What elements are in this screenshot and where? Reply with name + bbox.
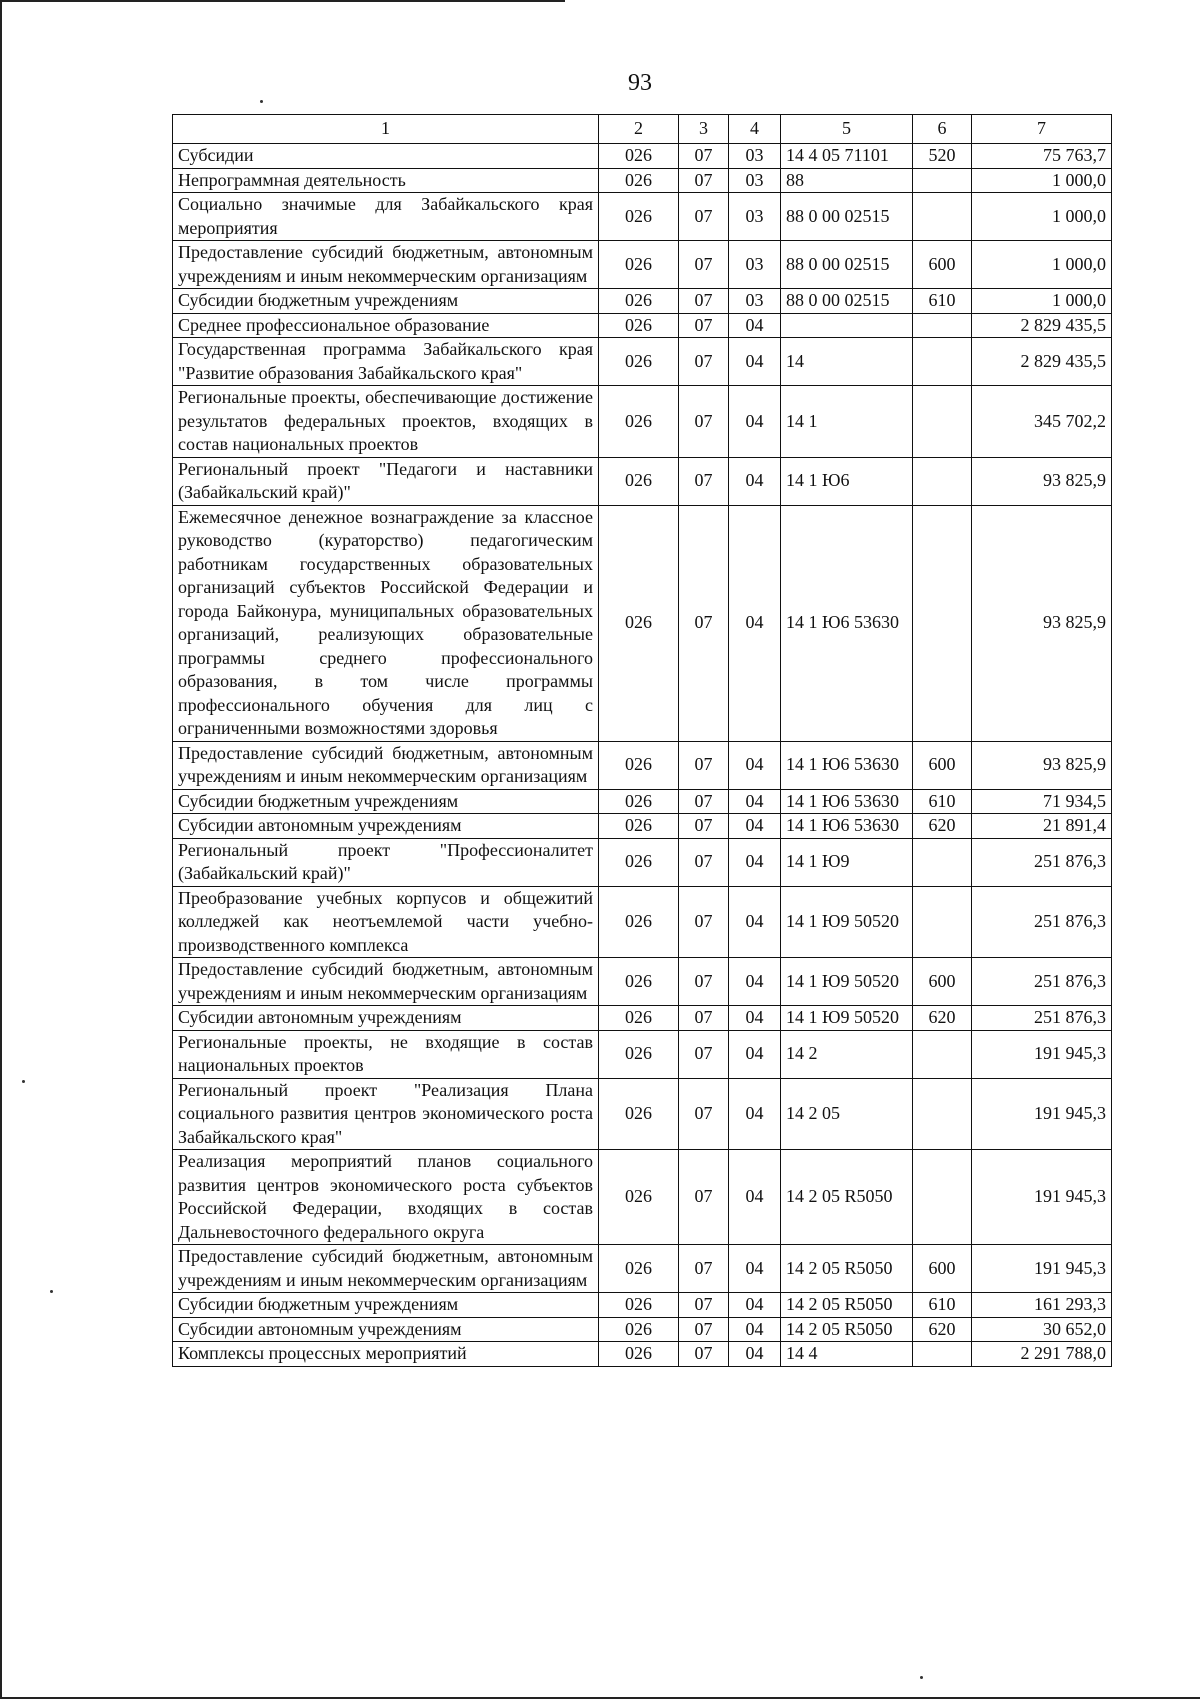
cell-col-4: 04 <box>729 814 781 839</box>
cell-col-4: 04 <box>729 1245 781 1293</box>
row-name-cell: Субсидии бюджетным учреждениям <box>173 289 599 314</box>
cell-col-5: 14 <box>781 338 913 386</box>
cell-col-5: 14 1 Ю9 50520 <box>781 886 913 958</box>
cell-col-3: 07 <box>679 1293 729 1318</box>
cell-col-6: 600 <box>913 241 972 289</box>
row-name-cell: Субсидии автономным учреждениям <box>173 1006 599 1031</box>
cell-col-2: 026 <box>599 814 679 839</box>
cell-col-3: 07 <box>679 457 729 505</box>
cell-col-7: 2 829 435,5 <box>972 338 1112 386</box>
cell-col-4: 04 <box>729 838 781 886</box>
cell-col-7: 251 876,3 <box>972 958 1112 1006</box>
cell-col-5: 14 1 Ю9 <box>781 838 913 886</box>
cell-col-2: 026 <box>599 144 679 169</box>
cell-col-4: 04 <box>729 741 781 789</box>
table-row <box>173 814 1112 839</box>
row-name-cell: Государственная программа Забайкальского края "Развитие образования Забайкальского края" <box>173 338 599 386</box>
cell-col-7: 93 825,9 <box>972 505 1112 741</box>
cell-col-3: 07 <box>679 741 729 789</box>
row-name-cell: Региональные проекты, не входящие в состав национальных проектов <box>173 1030 599 1078</box>
table-row <box>173 457 1112 505</box>
cell-col-2: 026 <box>599 886 679 958</box>
cell-col-6: 600 <box>913 741 972 789</box>
table-row <box>173 1293 1112 1318</box>
cell-col-3: 07 <box>679 789 729 814</box>
cell-col-7: 2 291 788,0 <box>972 1342 1112 1367</box>
row-name-cell: Региональный проект "Педагоги и наставники (Забайкальский край)" <box>173 457 599 505</box>
cell-col-5: 14 2 05 R5050 <box>781 1150 913 1245</box>
header-cell: 7 <box>972 115 1112 144</box>
cell-col-3: 07 <box>679 814 729 839</box>
cell-col-7: 191 945,3 <box>972 1078 1112 1150</box>
table-row <box>173 958 1112 1006</box>
cell-col-4: 04 <box>729 1006 781 1031</box>
row-name-cell: Комплексы процессных мероприятий <box>173 1342 599 1367</box>
cell-col-5: 14 1 Ю6 53630 <box>781 789 913 814</box>
header-cell: 6 <box>913 115 972 144</box>
table-row <box>173 1078 1112 1150</box>
table-row <box>173 886 1112 958</box>
row-name-cell: Ежемесячное денежное вознаграждение за классное руководство (кураторство) педагогическим работникам государственных образовательных организаций субъектов Российской Федерации и города Байконура, муниципальных образовательных организаций, реализующих образовательные программы среднего профессионального образования, в том числе программы профессионального обучения для лиц с ограниченными возможностями здоровья <box>173 505 599 741</box>
cell-col-6: 610 <box>913 289 972 314</box>
cell-col-5: 88 <box>781 168 913 193</box>
cell-col-6 <box>913 1030 972 1078</box>
cell-col-3: 07 <box>679 289 729 314</box>
cell-col-3: 07 <box>679 886 729 958</box>
cell-col-7: 75 763,7 <box>972 144 1112 169</box>
table-row <box>173 313 1112 338</box>
header-cell: 3 <box>679 115 729 144</box>
cell-col-5: 88 0 00 02515 <box>781 241 913 289</box>
cell-col-3: 07 <box>679 193 729 241</box>
cell-col-7: 1 000,0 <box>972 168 1112 193</box>
header-cell: 1 <box>173 115 599 144</box>
cell-col-2: 026 <box>599 313 679 338</box>
cell-col-4: 04 <box>729 313 781 338</box>
cell-col-2: 026 <box>599 386 679 458</box>
row-name-cell: Преобразование учебных корпусов и общежитий колледжей как неотъемлемой части учебно-производственного комплекса <box>173 886 599 958</box>
row-name-cell: Социально значимые для Забайкальского края мероприятия <box>173 193 599 241</box>
cell-col-6 <box>913 1342 972 1367</box>
cell-col-2: 026 <box>599 789 679 814</box>
table-row <box>173 1006 1112 1031</box>
table-row <box>173 338 1112 386</box>
cell-col-6 <box>913 886 972 958</box>
row-name-cell: Региональный проект "Профессионалитет (Забайкальский край)" <box>173 838 599 886</box>
table-body <box>173 144 1112 1367</box>
cell-col-4: 04 <box>729 789 781 814</box>
cell-col-4: 03 <box>729 168 781 193</box>
cell-col-7: 251 876,3 <box>972 886 1112 958</box>
cell-col-5: 14 1 Ю9 50520 <box>781 1006 913 1031</box>
cell-col-7: 161 293,3 <box>972 1293 1112 1318</box>
cell-col-2: 026 <box>599 289 679 314</box>
cell-col-3: 07 <box>679 1342 729 1367</box>
row-name-cell: Субсидии <box>173 144 599 169</box>
cell-col-2: 026 <box>599 168 679 193</box>
table-row <box>173 505 1112 741</box>
cell-col-2: 026 <box>599 1150 679 1245</box>
cell-col-2: 026 <box>599 1078 679 1150</box>
budget-table <box>172 114 1112 1367</box>
cell-col-6: 610 <box>913 1293 972 1318</box>
cell-col-6 <box>913 1078 972 1150</box>
cell-col-7: 191 945,3 <box>972 1245 1112 1293</box>
cell-col-2: 026 <box>599 1317 679 1342</box>
scan-border-top <box>0 0 565 2</box>
cell-col-4: 03 <box>729 193 781 241</box>
cell-col-2: 026 <box>599 958 679 1006</box>
table-row <box>173 1317 1112 1342</box>
cell-col-5: 14 2 05 R5050 <box>781 1317 913 1342</box>
table-row <box>173 193 1112 241</box>
table-row <box>173 289 1112 314</box>
cell-col-6 <box>913 168 972 193</box>
scan-speck <box>920 1676 923 1679</box>
row-name-cell: Субсидии бюджетным учреждениям <box>173 789 599 814</box>
cell-col-4: 04 <box>729 1150 781 1245</box>
cell-col-4: 03 <box>729 144 781 169</box>
cell-col-5: 88 0 00 02515 <box>781 289 913 314</box>
row-name-cell: Предоставление субсидий бюджетным, автономным учреждениям и иным некоммерческим организациям <box>173 958 599 1006</box>
cell-col-3: 07 <box>679 1317 729 1342</box>
cell-col-4: 04 <box>729 505 781 741</box>
scan-speck <box>50 1290 53 1293</box>
cell-col-6 <box>913 193 972 241</box>
table-row <box>173 1150 1112 1245</box>
cell-col-7: 1 000,0 <box>972 241 1112 289</box>
cell-col-7: 1 000,0 <box>972 193 1112 241</box>
cell-col-6: 610 <box>913 789 972 814</box>
row-name-cell: Субсидии автономным учреждениям <box>173 814 599 839</box>
cell-col-6: 600 <box>913 1245 972 1293</box>
cell-col-2: 026 <box>599 505 679 741</box>
cell-col-3: 07 <box>679 168 729 193</box>
cell-col-6: 620 <box>913 1317 972 1342</box>
cell-col-4: 04 <box>729 338 781 386</box>
table-row <box>173 838 1112 886</box>
cell-col-7: 30 652,0 <box>972 1317 1112 1342</box>
table-row <box>173 241 1112 289</box>
header-cell: 4 <box>729 115 781 144</box>
cell-col-5: 14 1 Ю6 53630 <box>781 505 913 741</box>
cell-col-4: 04 <box>729 1078 781 1150</box>
cell-col-2: 026 <box>599 741 679 789</box>
cell-col-5: 14 1 Ю9 50520 <box>781 958 913 1006</box>
cell-col-7: 251 876,3 <box>972 1006 1112 1031</box>
cell-col-3: 07 <box>679 313 729 338</box>
cell-col-7: 191 945,3 <box>972 1150 1112 1245</box>
table-row <box>173 168 1112 193</box>
table-header <box>173 115 1112 144</box>
cell-col-5: 88 0 00 02515 <box>781 193 913 241</box>
cell-col-3: 07 <box>679 505 729 741</box>
table-row <box>173 386 1112 458</box>
cell-col-7: 21 891,4 <box>972 814 1112 839</box>
cell-col-3: 07 <box>679 1078 729 1150</box>
cell-col-5: 14 2 <box>781 1030 913 1078</box>
cell-col-7: 71 934,5 <box>972 789 1112 814</box>
cell-col-6: 520 <box>913 144 972 169</box>
row-name-cell: Непрограммная деятельность <box>173 168 599 193</box>
cell-col-2: 026 <box>599 338 679 386</box>
cell-col-5 <box>781 313 913 338</box>
cell-col-3: 07 <box>679 241 729 289</box>
table-row <box>173 1245 1112 1293</box>
cell-col-4: 04 <box>729 1293 781 1318</box>
cell-col-6 <box>913 386 972 458</box>
cell-col-5: 14 1 Ю6 53630 <box>781 814 913 839</box>
cell-col-7: 93 825,9 <box>972 457 1112 505</box>
header-cell: 2 <box>599 115 679 144</box>
row-name-cell: Предоставление субсидий бюджетным, автономным учреждениям и иным некоммерческим организациям <box>173 1245 599 1293</box>
cell-col-7: 93 825,9 <box>972 741 1112 789</box>
cell-col-6: 620 <box>913 1006 972 1031</box>
cell-col-7: 2 829 435,5 <box>972 313 1112 338</box>
cell-col-5: 14 4 05 71101 <box>781 144 913 169</box>
cell-col-6 <box>913 338 972 386</box>
cell-col-3: 07 <box>679 144 729 169</box>
cell-col-2: 026 <box>599 1342 679 1367</box>
row-name-cell: Предоставление субсидий бюджетным, автономным учреждениям и иным некоммерческим организациям <box>173 741 599 789</box>
cell-col-3: 07 <box>679 1150 729 1245</box>
scan-speck <box>260 100 263 103</box>
cell-col-3: 07 <box>679 1245 729 1293</box>
cell-col-6: 620 <box>913 814 972 839</box>
cell-col-2: 026 <box>599 1006 679 1031</box>
cell-col-5: 14 1 <box>781 386 913 458</box>
cell-col-3: 07 <box>679 338 729 386</box>
page-number: 93 <box>628 70 652 96</box>
row-name-cell: Региональные проекты, обеспечивающие достижение результатов федеральных проектов, входящих в состав национальных проектов <box>173 386 599 458</box>
cell-col-6 <box>913 1150 972 1245</box>
cell-col-4: 03 <box>729 241 781 289</box>
cell-col-3: 07 <box>679 958 729 1006</box>
cell-col-2: 026 <box>599 838 679 886</box>
cell-col-6 <box>913 838 972 886</box>
cell-col-7: 191 945,3 <box>972 1030 1112 1078</box>
cell-col-2: 026 <box>599 1245 679 1293</box>
table-row <box>173 144 1112 169</box>
row-name-cell: Среднее профессиональное образование <box>173 313 599 338</box>
cell-col-4: 03 <box>729 289 781 314</box>
cell-col-3: 07 <box>679 838 729 886</box>
cell-col-3: 07 <box>679 386 729 458</box>
cell-col-6 <box>913 505 972 741</box>
cell-col-5: 14 2 05 <box>781 1078 913 1150</box>
cell-col-4: 04 <box>729 457 781 505</box>
cell-col-2: 026 <box>599 193 679 241</box>
scan-speck <box>22 1080 25 1083</box>
cell-col-2: 026 <box>599 1293 679 1318</box>
cell-col-6 <box>913 457 972 505</box>
table-row <box>173 741 1112 789</box>
cell-col-4: 04 <box>729 1342 781 1367</box>
cell-col-5: 14 2 05 R5050 <box>781 1293 913 1318</box>
table-row <box>173 789 1112 814</box>
cell-col-6: 600 <box>913 958 972 1006</box>
cell-col-5: 14 1 Ю6 53630 <box>781 741 913 789</box>
cell-col-2: 026 <box>599 457 679 505</box>
cell-col-4: 04 <box>729 958 781 1006</box>
row-name-cell: Предоставление субсидий бюджетным, автономным учреждениям и иным некоммерческим организациям <box>173 241 599 289</box>
scan-border-left <box>0 0 2 1699</box>
row-name-cell: Субсидии автономным учреждениям <box>173 1317 599 1342</box>
cell-col-7: 1 000,0 <box>972 289 1112 314</box>
cell-col-7: 251 876,3 <box>972 838 1112 886</box>
cell-col-6 <box>913 313 972 338</box>
cell-col-2: 026 <box>599 1030 679 1078</box>
table-row <box>173 1030 1112 1078</box>
cell-col-3: 07 <box>679 1030 729 1078</box>
cell-col-4: 04 <box>729 1030 781 1078</box>
header-cell: 5 <box>781 115 913 144</box>
cell-col-4: 04 <box>729 1317 781 1342</box>
header-row <box>173 115 1112 144</box>
cell-col-3: 07 <box>679 1006 729 1031</box>
cell-col-7: 345 702,2 <box>972 386 1112 458</box>
table-row <box>173 1342 1112 1367</box>
cell-col-4: 04 <box>729 886 781 958</box>
cell-col-2: 026 <box>599 241 679 289</box>
cell-col-5: 14 2 05 R5050 <box>781 1245 913 1293</box>
row-name-cell: Реализация мероприятий планов социального развития центров экономического роста субъектов Российской Федерации, входящих в состав Дальневосточного федерального округа <box>173 1150 599 1245</box>
cell-col-5: 14 1 Ю6 <box>781 457 913 505</box>
cell-col-5: 14 4 <box>781 1342 913 1367</box>
row-name-cell: Субсидии бюджетным учреждениям <box>173 1293 599 1318</box>
row-name-cell: Региональный проект "Реализация Плана социального развития центров экономического роста Забайкальского края" <box>173 1078 599 1150</box>
cell-col-4: 04 <box>729 386 781 458</box>
